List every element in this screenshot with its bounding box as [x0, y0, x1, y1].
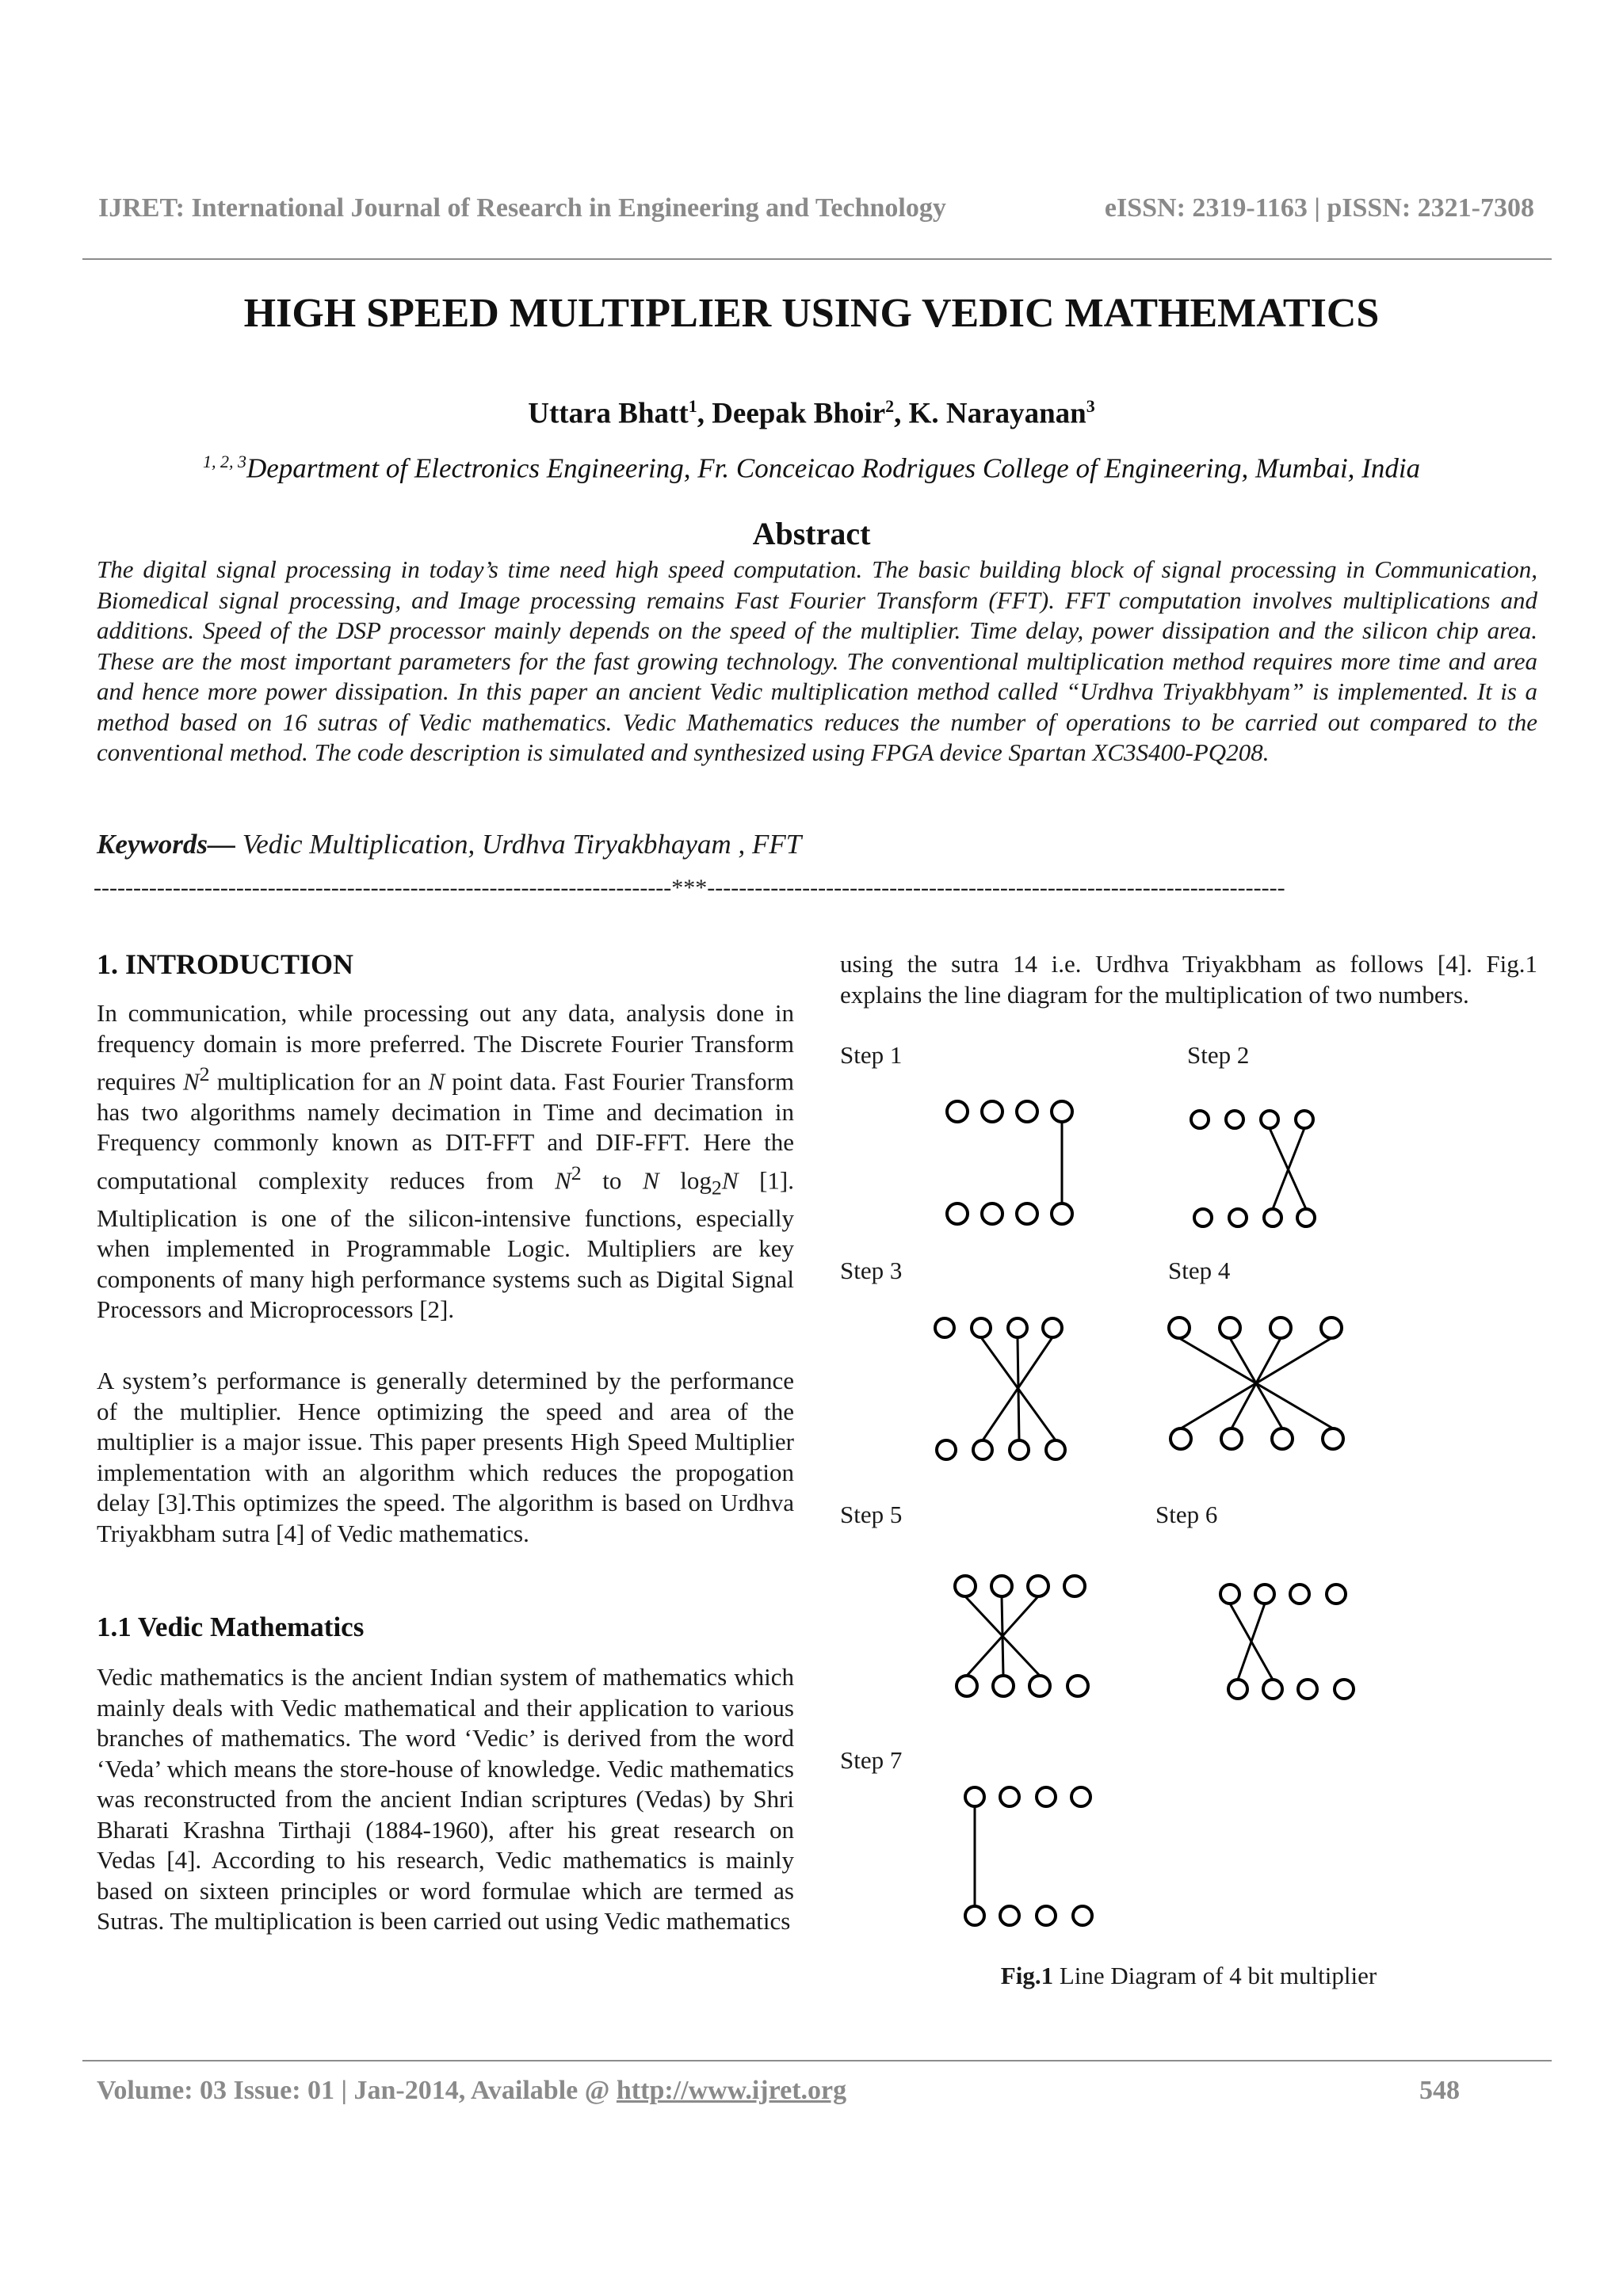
- node: [1052, 1203, 1072, 1224]
- footer: [97, 2076, 1460, 2106]
- step-2-diagram: [1191, 1111, 1315, 1226]
- step-3-diagram: [935, 1318, 1065, 1459]
- node: [965, 1787, 984, 1806]
- node: [1017, 1203, 1037, 1224]
- node: [993, 1676, 1014, 1696]
- node: [991, 1576, 1012, 1596]
- node: [1335, 1680, 1354, 1699]
- issn: eISSN: 2319-1163 | pISSN: 2321-7308: [1104, 193, 1534, 223]
- sup-2: 2: [571, 1161, 582, 1184]
- node: [1029, 1676, 1050, 1696]
- node: [1008, 1318, 1027, 1337]
- node: [1220, 1318, 1240, 1338]
- log-text: log: [659, 1166, 712, 1195]
- step-7-label: Step 7: [840, 1746, 903, 1774]
- node: [1229, 1209, 1247, 1226]
- keywords-text: Vedic Multiplication, Urdhva Tiryakbhayam , FFT: [235, 829, 802, 860]
- node: [957, 1676, 977, 1696]
- figure-caption: [840, 1962, 1537, 1990]
- node: [1064, 1576, 1085, 1596]
- intro-p1-a: In communication, while processing out any data, analysis done in frequency domain is more preferred. The Discrete Fourier Transform requires: [97, 999, 794, 1096]
- node: [1194, 1209, 1212, 1226]
- node: [1000, 1787, 1019, 1806]
- node: [1067, 1676, 1088, 1696]
- page-number: 548: [1419, 2076, 1460, 2105]
- footer-rule: [82, 2060, 1552, 2061]
- step-3-label: Step 3: [840, 1257, 903, 1284]
- node: [1191, 1111, 1209, 1128]
- author-sep: ,: [697, 397, 712, 430]
- node: [1255, 1585, 1274, 1604]
- figure-caption-text: Line Diagram of 4 bit multiplier: [1053, 1962, 1377, 1989]
- footer-volume: Volume: 03 Issue: 01 | Jan-2014, Available @: [97, 2076, 617, 2105]
- node: [1297, 1209, 1315, 1226]
- node: [1037, 1906, 1056, 1925]
- figure-label: Fig.1: [1000, 1962, 1054, 1989]
- author-1-sup: 1: [688, 396, 697, 416]
- step-6-label: Step 6: [1155, 1501, 1218, 1528]
- intro-p1-d: to: [581, 1166, 643, 1195]
- node: [947, 1101, 968, 1122]
- affiliation-text: Department of Electronics Engineering, Fr. Conceicao Rodrigues College of Engineering, Mumbai, India: [246, 452, 1421, 484]
- node: [1272, 1428, 1293, 1449]
- journal-link[interactable]: http://www.ijret.org: [616, 2076, 847, 2105]
- node: [1169, 1318, 1190, 1338]
- node: [1037, 1787, 1056, 1806]
- node: [947, 1203, 968, 1224]
- step-4-label: Step 4: [1168, 1257, 1231, 1284]
- intro-p1-c: point data. Fast Fourier Transform has two algorithms namely decimation in Time and decimation in Frequency commonly known as DIT-FFT and DIF-FFT. Here the computational complexity reduces from: [97, 1067, 795, 1195]
- var-n: N: [555, 1166, 571, 1195]
- node: [965, 1906, 984, 1925]
- intro-p1-e: [1]. Multiplication is one of the silicon-intensive functions, especially when implemented in Programmable Logic. Multipliers are key components of many high performance systems such as Digital Signal Processors and Microprocessors [2].: [97, 1166, 794, 1324]
- node: [1170, 1428, 1191, 1449]
- intro-heading: 1. INTRODUCTION: [97, 948, 354, 980]
- step-6-diagram: [1220, 1585, 1354, 1699]
- keywords-label: Keywords—: [97, 829, 235, 860]
- node: [1010, 1440, 1029, 1459]
- vedic-paragraph: Vedic mathematics is the ancient Indian system of mathematics which mainly deals with Vedic mathematical and their application to various branches of mathematics. The word ‘Vedic’ is derived from the word ‘Veda’ which means the store-house of knowledge. Vedic mathematics was reconstructed from the ancient Indian scriptures (Vedas) by Shri Bharati Krashna Tirthaji (1884-1960), after his great research on Vedas [4]. According to his research, Vedic mathematics is mainly based on sixteen principles or word formulae which are termed as Sutras. The multiplication is been carried out using Vedic mathematics: [97, 1663, 794, 1935]
- connector-line: [1238, 1604, 1265, 1680]
- node: [982, 1203, 1002, 1224]
- var-n: N: [182, 1067, 200, 1096]
- step-7-diagram: [965, 1787, 1092, 1925]
- author-sep: ,: [894, 397, 909, 430]
- var-n: N: [721, 1166, 739, 1195]
- node: [972, 1318, 991, 1337]
- var-n: N: [643, 1166, 659, 1195]
- node: [1226, 1111, 1243, 1128]
- node: [1296, 1111, 1313, 1128]
- step-4-diagram: [1169, 1318, 1343, 1449]
- node: [935, 1318, 954, 1337]
- node: [1221, 1428, 1242, 1449]
- node: [1261, 1111, 1278, 1128]
- node: [973, 1440, 992, 1459]
- node: [1263, 1680, 1282, 1699]
- node: [1220, 1585, 1239, 1604]
- intro-p1-b: multiplication for an: [209, 1067, 429, 1096]
- node: [1323, 1428, 1343, 1449]
- node: [1270, 1318, 1291, 1338]
- paper-title: HIGH SPEED MULTIPLIER USING VEDIC MATHEMATICS: [243, 291, 1380, 336]
- node: [1327, 1585, 1346, 1604]
- node: [982, 1101, 1002, 1122]
- abstract-text: The digital signal processing in today’s time need high speed computation. The basic building block of signal processing in Communication, Biomedical signal processing, and Image processing remains Fast Fourier Transform (FFT). FFT computation involves multiplications and additions. Speed of the DSP processor mainly depends on the speed of the multiplier. Time delay, power dissipation and the silicon chip area. These are the most important parameters for the fast growing technology. The conventional multiplication method requires more time and area and hence more power dissipation. In this paper an ancient Vedic multiplication method called “Urdhva Triyakbhyam” is implemented. It is a method based on 16 sutras of Vedic mathematics. Vedic Mathematics reduces the number of operations to be carried out compared to the conventional method. The code description is simulated and synthesized using FPGA device Spartan XC3S400-PQ208.: [97, 555, 1537, 766]
- node: [1290, 1585, 1309, 1604]
- sup-2: 2: [199, 1062, 210, 1085]
- author-3: K. Narayanan: [908, 397, 1086, 430]
- step-2-label: Step 2: [1187, 1041, 1250, 1069]
- step-1-diagram: [947, 1101, 1072, 1224]
- node: [1000, 1906, 1019, 1925]
- journal-name: IJRET: International Journal of Research in Engineering and Technology: [98, 193, 946, 223]
- var-n: N: [428, 1067, 445, 1096]
- node: [1228, 1680, 1247, 1699]
- node: [955, 1576, 976, 1596]
- node: [1298, 1680, 1317, 1699]
- step-1-label: Step 1: [840, 1041, 903, 1069]
- author-3-sup: 3: [1086, 396, 1095, 416]
- affiliation-sup: 1, 2, 3: [202, 452, 246, 471]
- vedic-heading: 1.1 Vedic Mathematics: [97, 1611, 365, 1642]
- node: [1071, 1787, 1090, 1806]
- right-intro-text: using the sutra 14 i.e. Urdhva Triyakbham as follows [4]. Fig.1 explains the line diagram for the multiplication of two numbers.: [840, 950, 1537, 1009]
- node: [1073, 1906, 1092, 1925]
- section-separator: -------------------------------------------------------------------------***-------------------------------------------------------------------------: [94, 875, 1285, 901]
- node: [1264, 1209, 1281, 1226]
- node: [1046, 1440, 1065, 1459]
- author-2-sup: 2: [885, 396, 895, 416]
- author-2: Deepak Bhoir: [712, 397, 886, 430]
- node: [1028, 1576, 1048, 1596]
- author-1: Uttara Bhatt: [528, 397, 689, 430]
- intro-paragraph-2: A system’s performance is generally determined by the performance of the multiplier. Hence optimizing the speed and area of the multiplier is a major issue. This paper presents High Speed Multiplier implementation with an algorithm which reduces the propogation delay [3].This optimizes the speed. The algorithm is based on Urdhva Triyakbham sutra [4] of Vedic mathematics.: [97, 1367, 794, 1547]
- node: [1017, 1101, 1037, 1122]
- step-5-diagram: [955, 1576, 1088, 1696]
- step-5-label: Step 5: [840, 1501, 903, 1528]
- node: [1052, 1101, 1072, 1122]
- node: [1043, 1318, 1062, 1337]
- abstract-heading: Abstract: [752, 516, 871, 551]
- sub-2: 2: [711, 1176, 722, 1199]
- node: [1321, 1318, 1342, 1338]
- node: [937, 1440, 956, 1459]
